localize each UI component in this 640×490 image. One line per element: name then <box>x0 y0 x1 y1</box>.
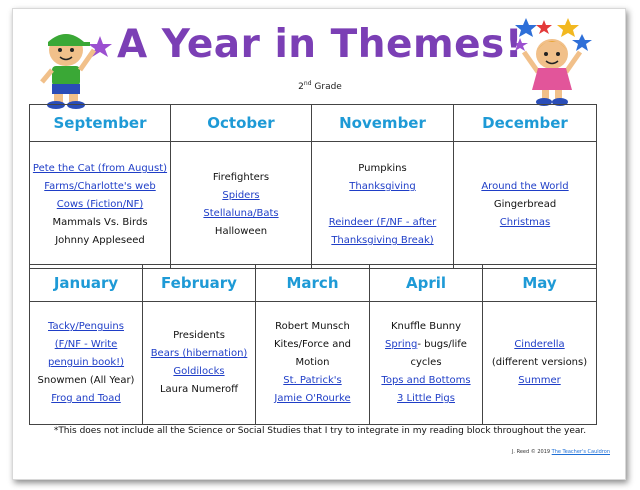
theme-text: - bugs/life cycles <box>410 339 467 368</box>
theme-mixed[interactable] <box>370 336 482 372</box>
theme-link[interactable]: Stellaluna/Bats <box>203 208 279 219</box>
spacer <box>312 196 453 214</box>
theme-link[interactable]: Around the World <box>481 181 569 192</box>
theme-text: Halloween <box>214 226 268 237</box>
theme-link[interactable]: Christmas <box>499 217 551 228</box>
theme-link[interactable]: Bears (hibernation) <box>150 348 248 359</box>
month-cell-january <box>30 302 143 425</box>
theme-link[interactable]: Thanksgiving <box>349 181 416 192</box>
month-header: November <box>312 105 454 142</box>
credit-line: J. Reed © 2019 The Teacher's Cauldron <box>511 449 610 455</box>
theme-link[interactable]: Tops and Bottoms <box>381 375 471 386</box>
month-header: January <box>30 265 143 302</box>
month-cell-september <box>30 142 171 269</box>
theme-link[interactable]: Spiders <box>222 190 260 201</box>
theme-link[interactable]: Cows (Fiction/NF) <box>56 199 144 210</box>
theme-text: Kites/Force and Motion <box>273 339 352 368</box>
theme-text: Firefighters <box>212 172 270 183</box>
month-cell-december <box>454 142 597 269</box>
month-cell-march <box>256 302 370 425</box>
theme-link[interactable]: Frog and Toad <box>51 393 121 404</box>
footnote: *This does not include all the Science or Social Studies that I try to integrate in my reading block throughout the year. <box>53 426 587 436</box>
month-cell-february <box>143 302 256 425</box>
themes-table-spring <box>29 264 597 425</box>
month-cell-november <box>312 142 454 269</box>
theme-link[interactable]: (F/NF - Write penguin book!) <box>47 339 125 368</box>
brand-link[interactable]: The Teacher's Cauldron <box>551 449 610 455</box>
theme-text: Johnny Appleseed <box>55 235 145 246</box>
month-header: March <box>256 265 370 302</box>
theme-text: Presidents <box>173 330 225 341</box>
theme-text: Pumpkins <box>358 163 407 174</box>
theme-text: (different versions) <box>491 357 588 368</box>
month-header: September <box>30 105 171 142</box>
grade-label: 2nd Grade <box>298 80 342 92</box>
month-cell-may <box>483 302 597 425</box>
theme-link[interactable]: Reindeer (F/NF - after Thanksgiving Break) <box>328 217 437 246</box>
month-cell-april <box>370 302 483 425</box>
themes-table-fall <box>29 104 597 269</box>
theme-link[interactable]: Summer <box>518 375 561 386</box>
theme-link[interactable]: Spring <box>385 339 418 350</box>
month-header: February <box>143 265 256 302</box>
month-header: April <box>370 265 483 302</box>
theme-text: Mammals Vs. Birds <box>52 217 148 228</box>
month-header: May <box>483 265 597 302</box>
theme-text: Knuffle Bunny <box>390 321 462 332</box>
theme-link[interactable]: 3 Little Pigs <box>397 393 455 404</box>
theme-text: Robert Munsch <box>275 321 350 332</box>
theme-link[interactable]: Jamie O'Rourke <box>274 393 351 404</box>
theme-link[interactable]: Farms/Charlotte's web <box>44 181 156 192</box>
theme-text: Gingerbread <box>493 199 557 210</box>
theme-link[interactable]: Pete the Cat (from August) <box>32 163 168 174</box>
theme-link[interactable]: Goldilocks <box>173 366 225 377</box>
theme-link[interactable]: Tacky/Penguins <box>48 321 124 332</box>
month-header: October <box>171 105 312 142</box>
month-header: December <box>454 105 597 142</box>
theme-text: Snowmen (All Year) <box>37 375 135 386</box>
theme-text: Laura Numeroff <box>159 384 239 395</box>
page-title: A Year in Themes! <box>116 22 524 67</box>
month-cell-october <box>171 142 312 269</box>
theme-link[interactable]: Cinderella <box>514 339 565 350</box>
theme-link[interactable]: St. Patrick's <box>283 375 342 386</box>
